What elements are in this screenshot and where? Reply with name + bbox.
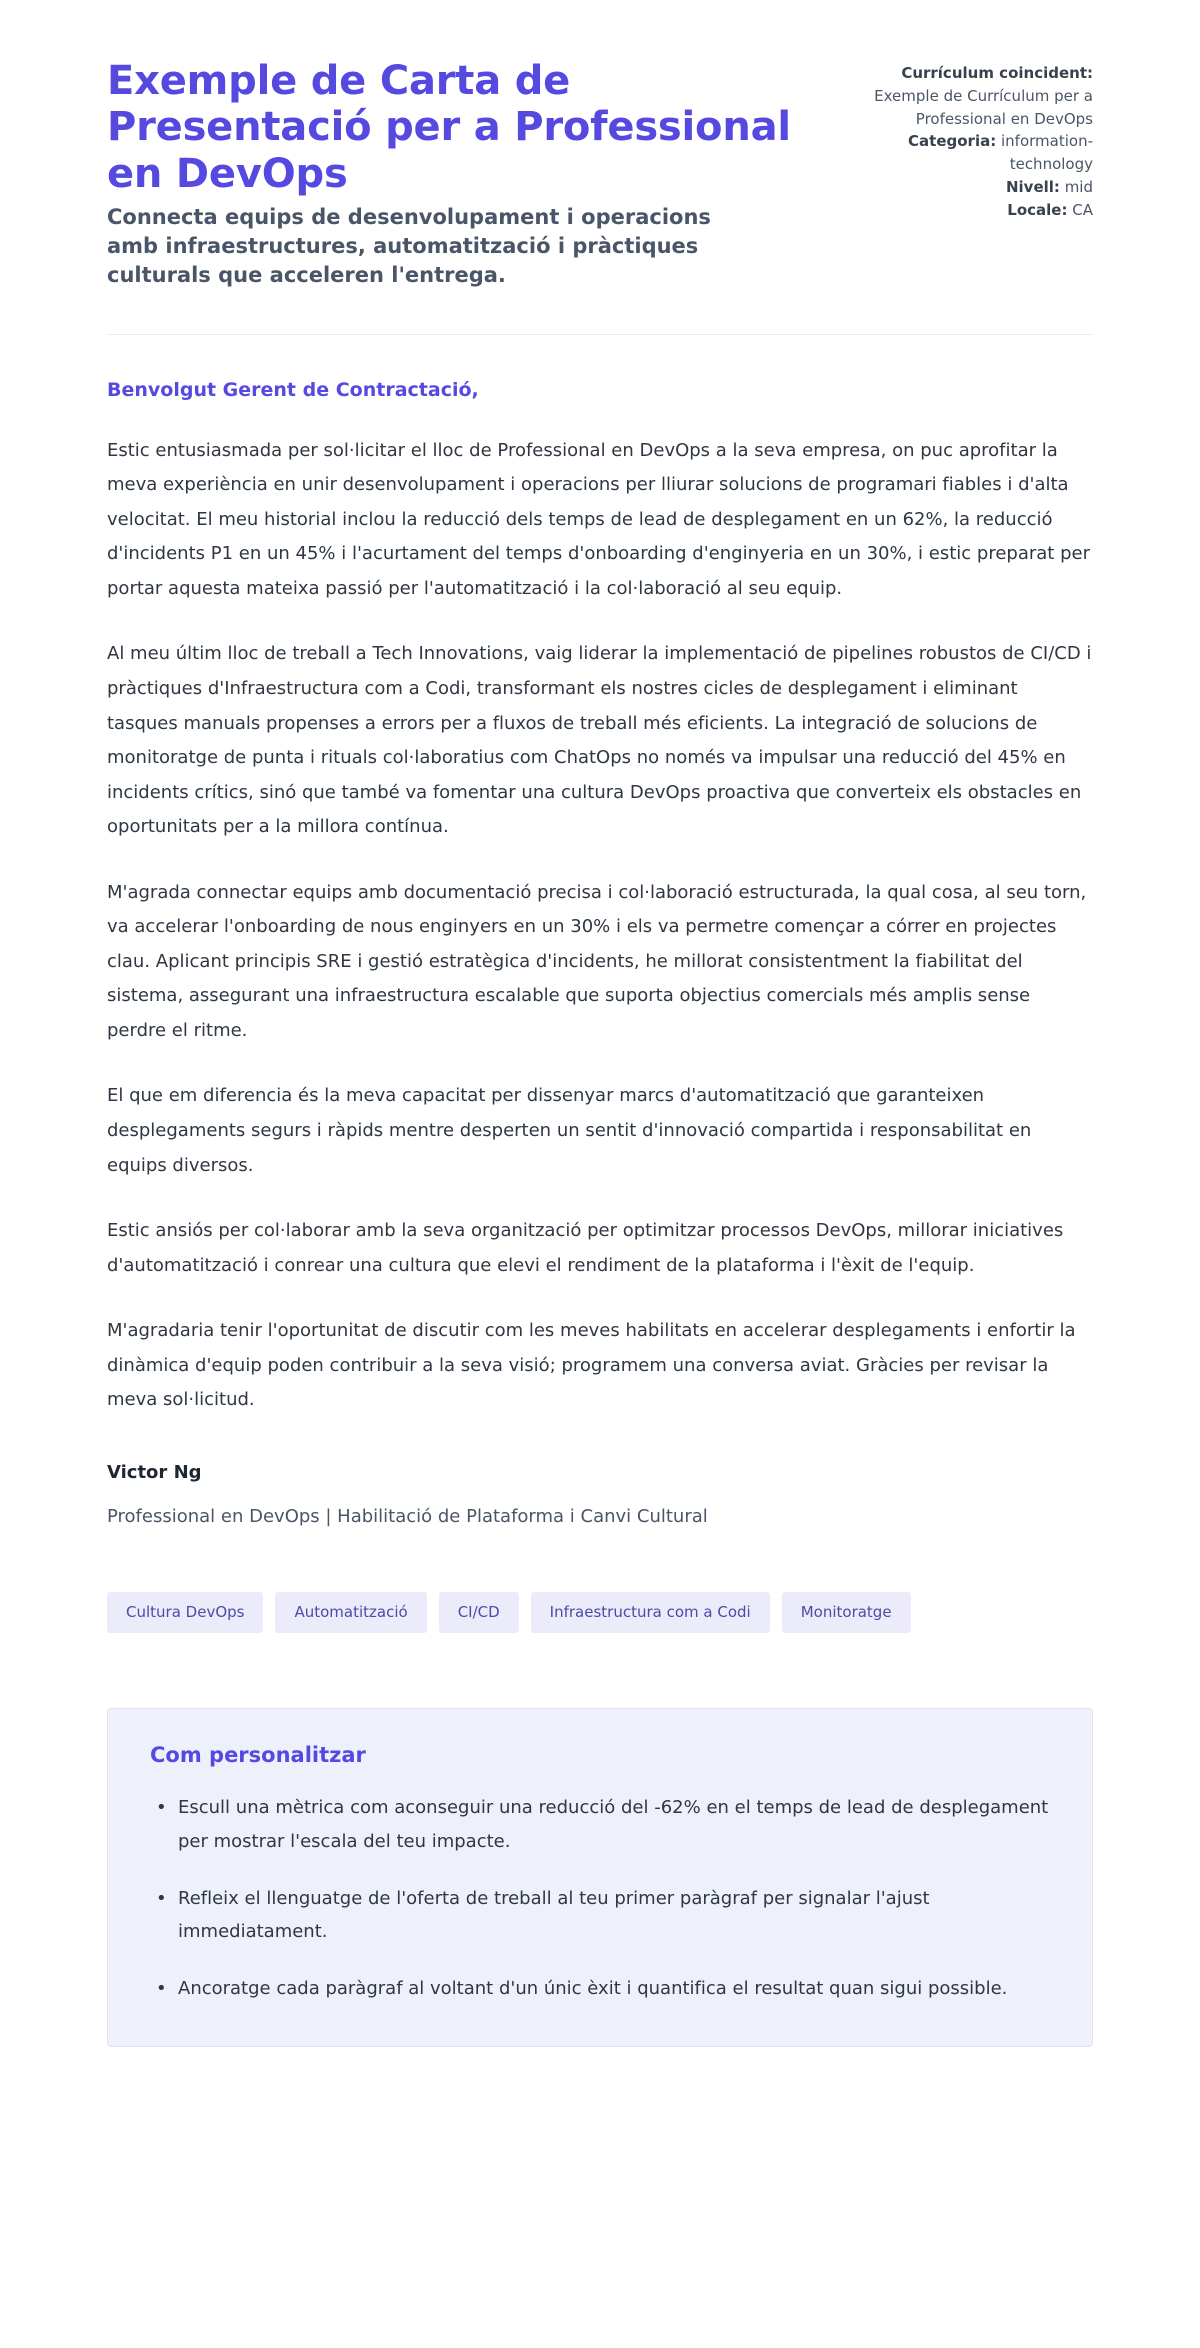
callout-tip-text: Escull una mètrica com aconseguir una reducció del -62% en el temps de lead de desplegament per mostrar l'escala del teu impacte.	[178, 1797, 1049, 1852]
letter-paragraph: Al meu últim lloc de treball a Tech Innovations, vaig liderar la implementació de pipelines robustos de CI/CD i pràctiques d'Infraestructura com a Codi, transformant els nostres cicles de desplegament i eliminant tasques manuals propenses a errors per a fluxos de treball més eficients. La integració de solucions de monitoratge de punta i rituals col·laboratius com ChatOps no només va impulsar una reducció del 45% en incidents crítics, sinó que també va fomentar una cultura DevOps proactiva que converteix els obstacles en oportunitats per a la millora contínua.	[107, 643, 1092, 838]
meta-locale	[848, 199, 1093, 222]
callout-title: Com personalitzar	[150, 1742, 366, 1767]
header-divider	[107, 334, 1093, 335]
callout-tip-text: Refleix el llenguatge de l'oferta de treball al teu primer paràgraf per signalar l'ajust immediatament.	[178, 1887, 930, 1943]
callout-tip-item	[150, 1791, 1050, 1858]
tag-chip[interactable]: Infraestructura com a Codi	[531, 1592, 770, 1633]
callout-tip-item	[150, 1882, 1050, 1949]
bullet-icon: •	[156, 1797, 167, 1819]
letter-paragraph: Estic entusiasmada per sol·licitar el lloc de Professional en DevOps a la seva empresa, on puc aprofitar la meva experiència en unir desenvolupament i operacions per lliurar solucions de programari fiables i d'alta velocitat. El meu historial inclou la reducció dels temps de lead de desplegament en un 62%, la reducció d'incidents P1 en un 45% i l'acurtament del temps d'onboarding d'enginyeria en un 30%, i estic preparat per portar aquesta mateixa passió per l'automatització i la col·laboració al seu equip.	[107, 439, 1090, 599]
letter-paragraph: M'agradaria tenir l'oportunitat de discutir com les meves habilitats en accelerar desplegaments i enfortir la dinàmica d'equip poden contribuir a la seva visió; programem una conversa aviat. Gràcies per revisar la meva sol·licitud.	[107, 1320, 1076, 1411]
tag-chip[interactable]: Cultura DevOps	[107, 1592, 263, 1633]
meta-category-value: information-technology	[1001, 132, 1093, 174]
page-title: Exemple de Carta de Presentació per a Professional en DevOps	[107, 58, 791, 197]
callout-tip-text: Ancoratge cada paràgraf al voltant d'un únic èxit i quantifica el resultat quan sigui possible.	[178, 1978, 1008, 2000]
meta-category-label: Categoria:	[908, 132, 997, 151]
tag-chip[interactable]: Automatització	[275, 1592, 426, 1633]
tag-chip[interactable]: CI/CD	[439, 1592, 519, 1633]
meta-locale-label: Locale:	[1007, 200, 1068, 219]
meta-matching-resume-value: Exemple de Currículum per a Professional en DevOps	[874, 86, 1093, 128]
how-to-customize-callout	[107, 1708, 1093, 2047]
document-metadata	[848, 58, 1093, 222]
signature-name: Victor Ng	[107, 1461, 202, 1483]
letter-salutation: Benvolgut Gerent de Contractació,	[107, 379, 479, 402]
callout-tip-list	[150, 1791, 1050, 2005]
letter-paragraph: M'agrada connectar equips amb documentació precisa i col·laboració estructurada, la qual cosa, al seu torn, va accelerar l'onboarding de nous enginyers en un 30% i els va permetre començar a córrer en projectes clau. Aplicant principis SRE i gestió estratègica d'incidents, he millorat consistentment la fiabilitat del sistema, assegurant una infraestructura escalable que suporta objectius comercials més amplis sense perdre el ritme.	[107, 881, 1087, 1041]
page-subtitle: Connecta equips de desenvolupament i operacions amb infraestructures, automatització i pràctiques culturals que acceleren l'entrega.	[107, 205, 711, 288]
meta-level-value: mid	[1064, 177, 1093, 196]
meta-level	[848, 176, 1093, 199]
letter-paragraph: El que em diferencia és la meva capacitat per dissenyar marcs d'automatització que garanteixen desplegaments segurs i ràpids mentre desperten un sentit d'innovació compartida i responsabilitat en equips diversos.	[107, 1085, 1032, 1176]
meta-level-label: Nivell:	[1005, 177, 1060, 196]
letter-body	[107, 377, 1093, 1418]
tag-chip[interactable]: Monitoratge	[782, 1592, 911, 1633]
document-header	[107, 58, 1093, 290]
meta-matching-resume	[848, 62, 1093, 130]
letter-signature	[107, 1460, 1093, 1530]
meta-matching-resume-label: Currículum coincident:	[901, 64, 1093, 82]
meta-category	[848, 130, 1093, 176]
header-title-block	[107, 58, 807, 290]
letter-paragraphs	[107, 434, 1093, 1418]
bullet-icon: •	[156, 1978, 167, 2000]
tag-list	[107, 1592, 1093, 1633]
meta-locale-value: CA	[1072, 200, 1093, 219]
bullet-icon: •	[156, 1887, 167, 1909]
letter-paragraph: Estic ansiós per col·laborar amb la seva organització per optimitzar processos DevOps, millorar iniciatives d'automatització i conrear una cultura que elevi el rendiment de la plataforma i l'èxit de l'equip.	[107, 1220, 1064, 1276]
callout-tip-item	[150, 1972, 1050, 2005]
signature-role: Professional en DevOps | Habilitació de Plataforma i Canvi Cultural	[107, 1505, 708, 1527]
